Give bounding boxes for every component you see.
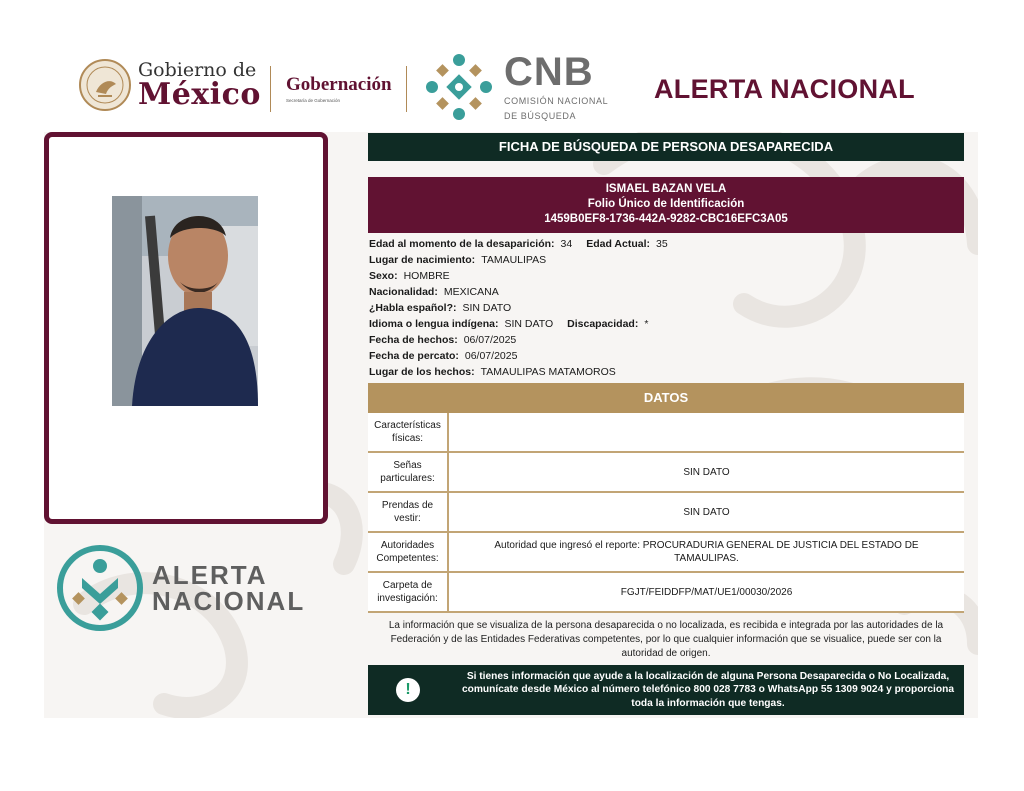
national-seal-icon (78, 58, 132, 112)
cnb-line2: DE BÚSQUEDA (504, 111, 577, 121)
cnb-acronym: CNB (504, 50, 594, 94)
search-sheet (44, 44, 978, 718)
cnb-emblem-icon (422, 50, 496, 124)
contact-bar (368, 665, 964, 715)
habla-label: ¿Habla español?: (369, 302, 457, 314)
idioma-label: Idioma o lengua indígena: (369, 318, 499, 330)
lugar-hechos-label: Lugar de los hechos: (369, 366, 475, 378)
table-row (368, 453, 964, 493)
header (44, 44, 978, 132)
fecha-hechos-label: Fecha de hechos: (369, 334, 458, 346)
sexo-label: Sexo: (369, 270, 398, 282)
info-row-fecha-percato (369, 348, 965, 364)
lugar-nacimiento-label: Lugar de nacimiento: (369, 254, 476, 266)
info-row-fecha-hechos (369, 332, 965, 348)
alerta-logo-line1: ALERTA (152, 560, 268, 590)
folio-id: 1459B0EF8-1736-442A-9282-CBC16EFC3A05 (544, 213, 788, 225)
gobernacion-subtitle: Secretaría de Gobernación (286, 98, 341, 103)
photo-frame (44, 132, 328, 524)
disclaimer-text: La información que se visualiza de la persona desaparecida o no localizada, es recibida e integrada por las autoridades de la Federación y de las Entidades Federativas competentes, por lo que cualquier información que se visualice, puede ser con la autoridad de origen. (388, 620, 944, 659)
table-row (368, 533, 964, 573)
row-value: SIN DATO (683, 506, 730, 518)
habla-value: SIN DATO (462, 302, 512, 314)
folio-label: Folio Único de Identificación (587, 198, 745, 210)
gobierno-line2: México (138, 76, 261, 112)
fecha-percato-label: Fecha de percato: (369, 350, 459, 362)
exclamation-icon: ! (396, 678, 420, 702)
idioma-value: SIN DATO (504, 318, 554, 330)
table-row (368, 413, 964, 453)
row-label: Autoridades Competentes: (368, 533, 449, 571)
info-row-habla (369, 300, 965, 316)
row-label: Prendas de vestir: (368, 493, 449, 531)
person-photo (112, 196, 258, 406)
header-divider (406, 66, 407, 112)
info-row-lugar-hechos (369, 364, 965, 380)
alerta-nacional-emblem-icon (54, 542, 146, 634)
sexo-value: HOMBRE (403, 270, 450, 282)
cnb-logo (422, 50, 608, 124)
fecha-hechos-value: 06/07/2025 (463, 334, 517, 346)
contact-text: Si tienes información que ayude a la localización de alguna Persona Desaparecida o No Localizada, comunícate desde México al número telefónico 800 028 7783 o WhatsApp 55 1309 9024 y proporciona toda la información que tengas. (461, 670, 954, 709)
row-label: Características físicas: (368, 413, 449, 451)
datos-title-bar: DATOS (368, 383, 964, 413)
person-name: ISMAEL BAZAN VELA (605, 183, 727, 195)
edad-actual-value: 35 (656, 238, 668, 250)
lugar-nacimiento-value: TAMAULIPAS (481, 254, 547, 266)
gobierno-mexico-logo (78, 58, 261, 112)
nacionalidad-value: MEXICANA (443, 286, 499, 298)
edad-actual-label: Edad Actual: (586, 238, 651, 250)
fecha-percato-value: 06/07/2025 (464, 350, 518, 362)
row-label: Carpeta de investigación: (368, 573, 449, 611)
row-label: Señas particulares: (368, 453, 449, 491)
gobernacion-logo (286, 74, 392, 103)
discapacidad-value: * (644, 318, 649, 330)
alerta-logo-line2: NACIONAL (152, 586, 306, 616)
edad-desaparicion-label: Edad al momento de la desaparición: (369, 238, 555, 250)
alerta-nacional-logo (54, 542, 305, 634)
info-row-idioma (369, 316, 965, 332)
person-id-box (368, 177, 964, 233)
row-value: FGJT/FEIDDFP/MAT/UE1/00030/2026 (620, 586, 793, 598)
info-row-lugar-nacimiento (369, 252, 965, 268)
nacionalidad-label: Nacionalidad: (369, 286, 438, 298)
cnb-line1: COMISIÓN NACIONAL (504, 96, 609, 106)
header-divider (270, 66, 271, 112)
info-row-sexo (369, 268, 965, 284)
gobernacion-title: Gobernación (286, 74, 392, 95)
table-row (368, 573, 964, 613)
datos-table (368, 413, 964, 613)
row-value: Autoridad que ingresó el reporte: PROCURADURIA GENERAL DE JUSTICIA DEL ESTADO DE TAMAULIPAS. (494, 540, 919, 564)
row-value: SIN DATO (683, 466, 730, 478)
info-row-nacionalidad (369, 284, 965, 300)
gobierno-line1: Gobierno de (138, 58, 257, 81)
alerta-nacional-title: ALERTA NACIONAL (654, 74, 915, 104)
ficha-title-bar: FICHA DE BÚSQUEDA DE PERSONA DESAPARECIDA (368, 133, 964, 161)
row-value (449, 413, 964, 451)
table-row (368, 493, 964, 533)
discapacidad-label: Discapacidad: (567, 318, 639, 330)
person-info (369, 236, 965, 380)
info-row-edad (369, 236, 965, 252)
edad-desaparicion-value: 34 (560, 238, 573, 250)
lugar-hechos-value: TAMAULIPAS MATAMOROS (480, 366, 616, 378)
